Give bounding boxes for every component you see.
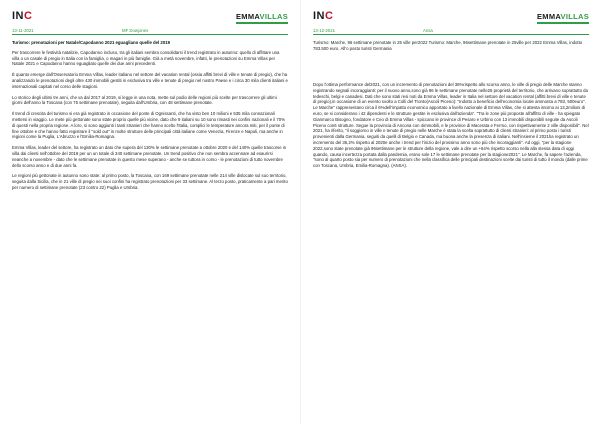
article-paragraph: Dopo l'ottima performance del2021, con un incremento di prenotazioni del 36%rispetto allo scorso anno, le ville di pregio delle Marche stanno registrando segnali incoraggianti: per il nuovo anno,sono già 96 le settimane prenotate nelle25 proprietà del territorio, che arrivano soprattutto da tedeschi, belgi e canadesi. Dati che sono stati resi noti da Emma Villas, leader in Italia nel settore del vacation rental (affitti brevi di ville e tenute di pregio),in occasione di un evento svolto a Colli del Tronto(Ascoli Piceno): "Indotto a beneficio dell'economia locale ammonta a 783, 500euro". Le Marche" rappresentano circa il 6%dell'impatto economico apportato a livello nazionale di Emma Villas, che si attesta intorno ai 13,2milioni di euro, se si considerano i 42 dipendenti e le strutture gestite in esclusiva dall'azienda". "Tra le zone più proposte all'affitto di ville - ha spiegato Gianmarco Bisogno, fondatore e Ceo di Emma Villas - spiccano le province di Pesaro e Urbino con 13 immobili disponibili seguite da Ascoli Piceno con6 strutture. Segue la provincia di Ancona con 4immobili, e le province di Macerata e Fermo, con rispettivamente 2 ville disponibili". Nel 2021, ha riferito, "il soggiorno in ville e tenute di pregio nelle Marche è stata la scelta soprattutto di clienti stranieri: al primo posto i turisti provenienti dalla Germania, seguiti da quelli di Belgio e Canada, ma buona anche la presenza di italiani. Nell'insieme il 2021ha registrato un incremento del 36,2% rispetto al 2020e anche i trend per l'inizio del prossimo anno sono più che incoraggianti". Ad oggi, "per la stagione 2022,sono state prenotate già 96settimane per le strutture della regione, vale a dire un +64% rispetto scorso nella alla stessa data di oggi quando, causa incertezza portata dalla pandemia, erano sole 17 le settimane prenotate per la stagione2021". Le Marche, fa sapere l'azienda, "sono al quarto posto sia per numero di prenotazioni che nella classifica delle principali destinazioni scelte dai turisti di tutto il mondo (dalle prime con Toscana, Umbria, Emilia-Romagna). (ANSA). (313, 82, 589, 169)
emma-logo-left: EMMA (536, 12, 561, 21)
inc-logo (313, 10, 333, 22)
inc-logo-accent: C (325, 10, 334, 22)
emma-logo-right: VILLAS (560, 12, 589, 21)
article-paragraph: Emma Villas, leader del settore, ha registrato un dato che supera del 130% le settimane prenotate a ottobre 2020 e del 140% quelle trascorse in villa dai clienti nell'ottobre del 2019 per un un totale di 340 settimane prenotate. Un trend positivo che non sembra accennare ad esaurirsi neanche a novembre - dato che le settimane prenotate in questo mese superano - anche se tuttora in corso - le prenotazioni di tutto novembre dello scorso anno e di due anni fa. (12, 145, 287, 168)
article-body (313, 82, 589, 174)
emma-logo-right: VILLAS (259, 12, 288, 21)
article-paragraph: Le regioni più gettonate in autunno sono state: al primo posto, la Toscana, con 169 settimane prenotate nelle 214 ville dislocate sul suo territorio, seguita dalla Sicilia, che in 21 ville di pregio nei suoi confini ha registrato prenotazioni per 33 settimane. Al terzo posto, praticamente a pari merito per numero di settimane prenotate (23 contro 22) Puglia e Umbria. (12, 173, 288, 190)
article-title: Turismo: prenotazioni per Natale/Capodanno 2021 eguagliano quelle del 2019 (12, 40, 170, 45)
page-right (300, 0, 600, 424)
article-date: 13-12-2021 (313, 28, 335, 33)
emma-logo-left: EMMA (235, 12, 260, 21)
article-headline: Turismo: Marche, 96 settimane prenotate in 25 ville per2022 Turismo: Marche, 96settimane prenotate in 25ville per 2022 Emma Villas, indotto 783.500 euro. All'o posto turisti Germania (313, 40, 583, 51)
inc-logo-text: IN (313, 10, 325, 22)
article-body (12, 40, 288, 196)
article-source: MF Dowjones (122, 28, 149, 33)
article-paragraph: Il trend di crescita del turismo si era già registrato in occasione del ponte di Ognissanti, che ha visto ben 10 milioni e 535 mila connazionali mettersi in viaggio. Le mete più gettonate sono state proprio quelle più vicine, dato che 9 italiani su 10 sono rimasti nei confini nazionali e il 70% di questi nella propria regione. A loro, si sono aggiunti i tanti stranieri che hanno scelto l'Italia, complici le temperature ancora miti, per il ponte di fine ottobre e che hanno fatto registrare il "sold out" in molte strutture delle principali città italiane come Venezia, Firenze e Napoli, ma anche in regioni come la Puglia, L'Abruzzo e l'Emilia-Romagna. (12, 111, 286, 140)
article-lead (313, 40, 589, 57)
header-divider (313, 34, 589, 35)
article-paragraph: Per trascorrere le festività natalizie, Capodanno incluso, tra gli italiani sembra consolidarsi il trend registrato in autunno: quello di affittare una villa o un casale di pregio in Italia con la famiglia, o magari in più famiglie. Già a metà novembre, infatti, le prenotazioni su Emma Villas per Natale 2021 e Capodanno hanno eguagliato quelle dei due anni precedenti. (12, 49, 280, 67)
article-source: Ansa (423, 28, 433, 33)
emma-villas-logo (236, 12, 288, 24)
header-divider (12, 34, 288, 35)
inc-logo-text: IN (12, 10, 24, 22)
article-date: 13-11-2021 (12, 28, 34, 33)
article-paragraph: È quanto emerge dall'Osservatorio Emma Villas, leader italiano nel settore del vacation rental (ossia affitti brevi di ville e tenute di pregio), che ha analizzando le prenotazioni degli oltre 430 immobili gestiti in esclusiva tra ville e tenute di pregio nel nostro Paese e i circa 30 mila clienti italiani e internazionali capitati nel corso delle stagioni. (12, 72, 288, 89)
inc-logo-accent: C (24, 10, 33, 22)
inc-logo (12, 10, 32, 22)
emma-villas-logo (537, 12, 589, 24)
article-paragraph: Lo storico degli ultimi tre anni, che va dal 2017 al 2019, si legge in una nota, mette sul podio delle regioni più scelte per trascorrere gli ultimi giorni dell'anno la Toscana (con 75 settimane prenotate), seguita dall'Umbria, con 48 settimane prenotate. (12, 94, 277, 106)
